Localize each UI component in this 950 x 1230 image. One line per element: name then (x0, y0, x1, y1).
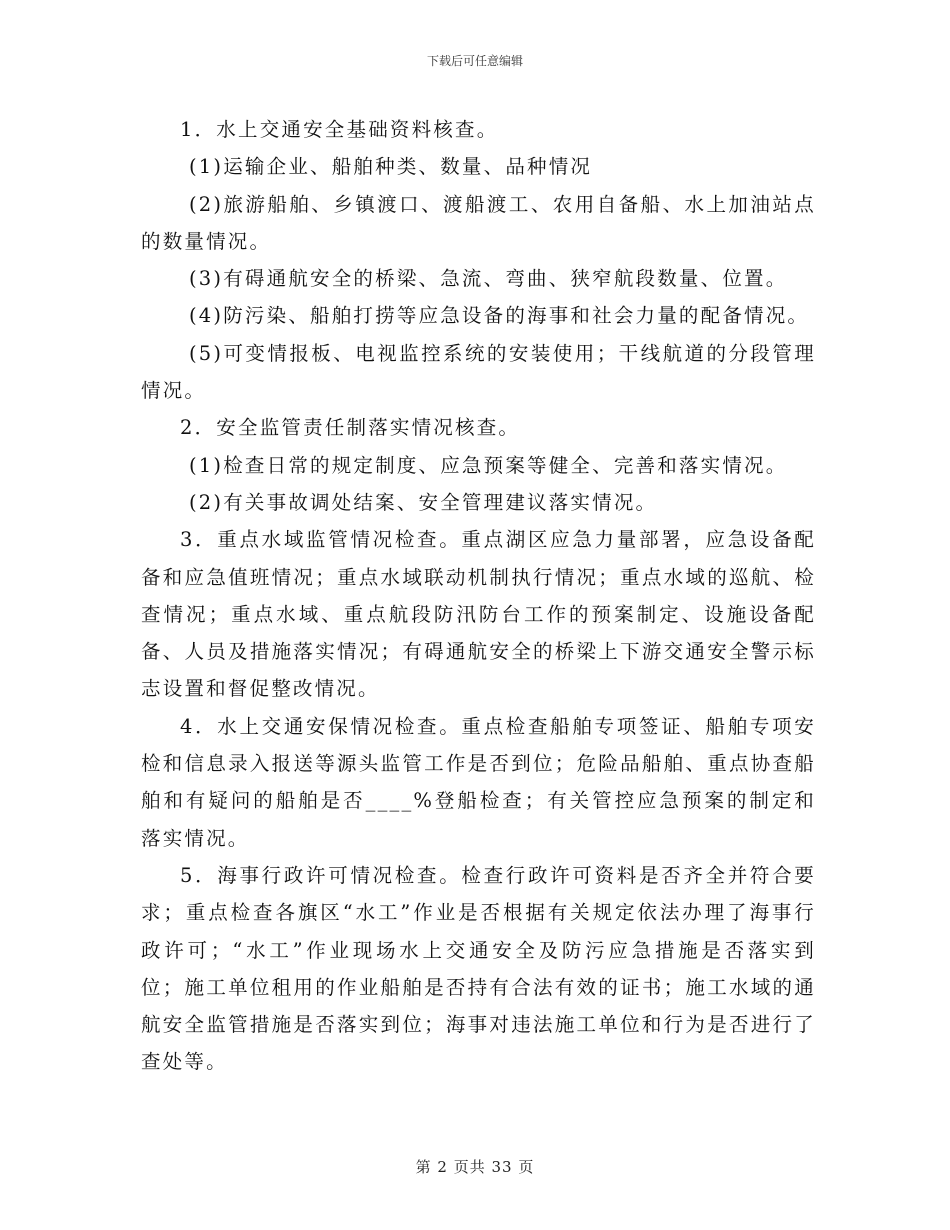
section-2-heading: 2．安全监管责任制落实情况核查。 (180, 416, 521, 440)
section-3-paragraph: 3．重点水域监管情况检查。重点湖区应急力量部署，应急设备配备和应急值班情况；重点水域联动机制执行情况；重点水域的巡航、检查情况；重点水域、重点航段防汛防台工作的预案制定、设施设备配备、人员及措施落实情况；有碍通航安全的桥梁上下游交通安全警示标志设置和督促整改情况。 (141, 528, 816, 701)
page-header: 下载后可任意编辑 (426, 54, 523, 68)
section-1-item-4: (4)防污染、船舶打捞等应急设备的海事和社会力量的配备情况。 (189, 304, 810, 328)
section-1-item-5: (5)可变情报板、电视监控系统的安装使用；干线航道的分段管理情况。 (141, 341, 816, 403)
section-5-paragraph: 5．海事行政许可情况检查。检查行政许可资料是否齐全并符合要求；重点检查各旗区“水工”作业是否根据有关规定依法办理了海事行政许可；“水工”作业现场水上交通安全及防污应急措施是否落实到位；施工单位租用的作业船舶是否持有合法有效的证书；施工水域的通航安全监管措施是否落实到位；海事对违法施工单位和行为是否进行了查处等。 (141, 863, 816, 1074)
section-2-item-1: (1)检查日常的规定制度、应急预案等健全、完善和落实情况。 (189, 453, 788, 477)
section-1-item-3: (3)有碍通航安全的桥梁、急流、弯曲、狭窄航段数量、位置。 (189, 267, 788, 291)
section-1-item-2: (2)旅游船舶、乡镇渡口、渡船渡工、农用自备船、水上加油站点的数量情况。 (141, 192, 816, 253)
page-number: 第 2 页共 33 页 (415, 1158, 535, 1176)
section-1-item-1: (1)运输企业、船舶种类、数量、品种情况 (189, 155, 593, 179)
document-body (141, 111, 816, 1081)
section-2-item-2: (2)有关事故调处结案、安全管理建议落实情况。 (189, 490, 658, 514)
section-1-heading: 1．水上交通安全基础资料核查。 (180, 118, 499, 141)
section-4-paragraph: 4．水上交通安保情况检查。重点检查船舶专项签证、船舶专项安检和信息录入报送等源头监管工作是否到位；危险品船舶、重点协查船舶和有疑问的船舶是否____%登船检查；有关管控应急预案的制定和落实情况。 (141, 714, 816, 850)
